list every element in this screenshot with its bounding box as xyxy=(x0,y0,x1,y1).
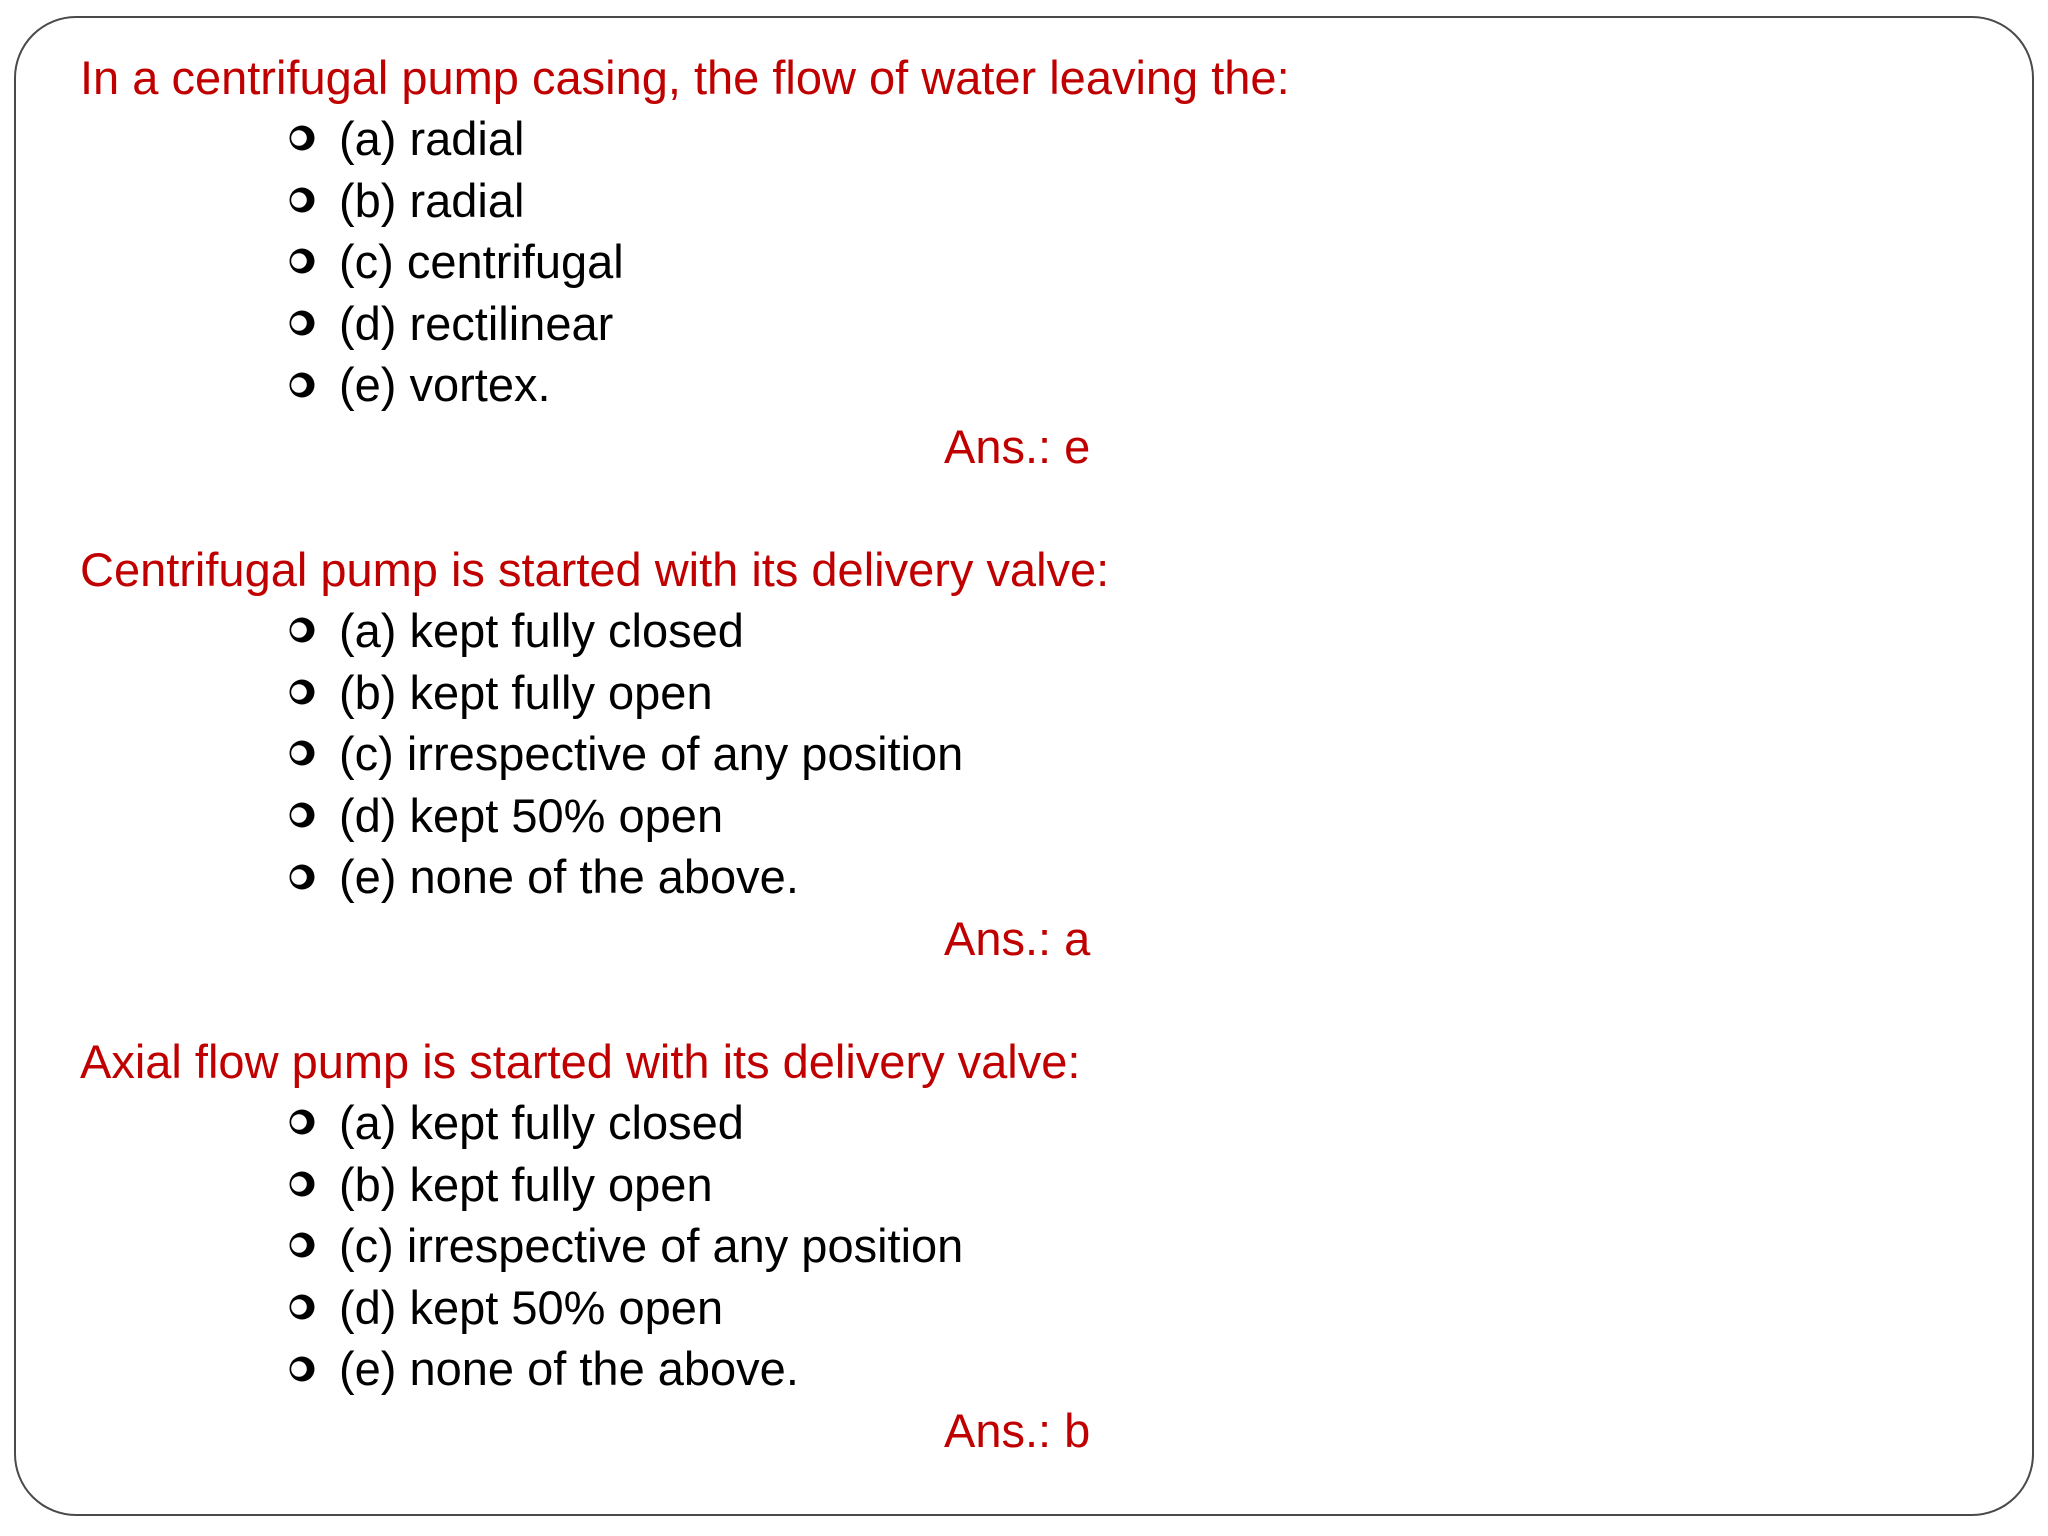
option-2c: (c) irrespective of any position xyxy=(288,723,963,785)
option-3d: (d) kept 50% open xyxy=(288,1277,963,1339)
shadowed-circle-bullet-icon xyxy=(288,1106,321,1139)
shadowed-circle-bullet-icon xyxy=(288,184,321,217)
answer-1: Ans.: e xyxy=(944,420,1091,473)
question-1: In a centrifugal pump casing, the flow of water leaving the: xyxy=(80,51,1290,104)
option-3c: (c) irrespective of any position xyxy=(288,1215,963,1277)
question-3-options xyxy=(288,1092,963,1400)
shadowed-circle-bullet-icon xyxy=(288,799,321,832)
shadowed-circle-bullet-icon xyxy=(288,861,321,894)
option-2b: (b) kept fully open xyxy=(288,662,963,724)
answer-2: Ans.: a xyxy=(944,912,1091,965)
shadowed-circle-bullet-icon xyxy=(288,614,321,647)
option-3b: (b) kept fully open xyxy=(288,1154,963,1216)
option-2e: (e) none of the above. xyxy=(288,846,963,908)
option-3a: (a) kept fully closed xyxy=(288,1092,963,1154)
answer-3: Ans.: b xyxy=(944,1404,1091,1457)
shadowed-circle-bullet-icon xyxy=(288,1353,321,1386)
option-1a: (a) radial xyxy=(288,108,624,170)
shadowed-circle-bullet-icon xyxy=(288,737,321,770)
shadowed-circle-bullet-icon xyxy=(288,676,321,709)
option-1c: (c) centrifugal xyxy=(288,231,624,293)
shadowed-circle-bullet-icon xyxy=(288,245,321,278)
question-2-options xyxy=(288,600,963,908)
option-2d: (d) kept 50% open xyxy=(288,785,963,847)
option-1b: (b) radial xyxy=(288,170,624,232)
shadowed-circle-bullet-icon xyxy=(288,122,321,155)
shadowed-circle-bullet-icon xyxy=(288,1168,321,1201)
option-2a: (a) kept fully closed xyxy=(288,600,963,662)
shadowed-circle-bullet-icon xyxy=(288,1229,321,1262)
shadowed-circle-bullet-icon xyxy=(288,1291,321,1324)
question-1-options xyxy=(288,108,624,416)
shadowed-circle-bullet-icon xyxy=(288,369,321,402)
shadowed-circle-bullet-icon xyxy=(288,307,321,340)
option-1d: (d) rectilinear xyxy=(288,293,624,355)
option-3e: (e) none of the above. xyxy=(288,1338,963,1400)
question-3: Axial flow pump is started with its delivery valve: xyxy=(80,1035,1081,1088)
option-1e: (e) vortex. xyxy=(288,354,624,416)
question-2: Centrifugal pump is started with its delivery valve: xyxy=(80,543,1110,596)
